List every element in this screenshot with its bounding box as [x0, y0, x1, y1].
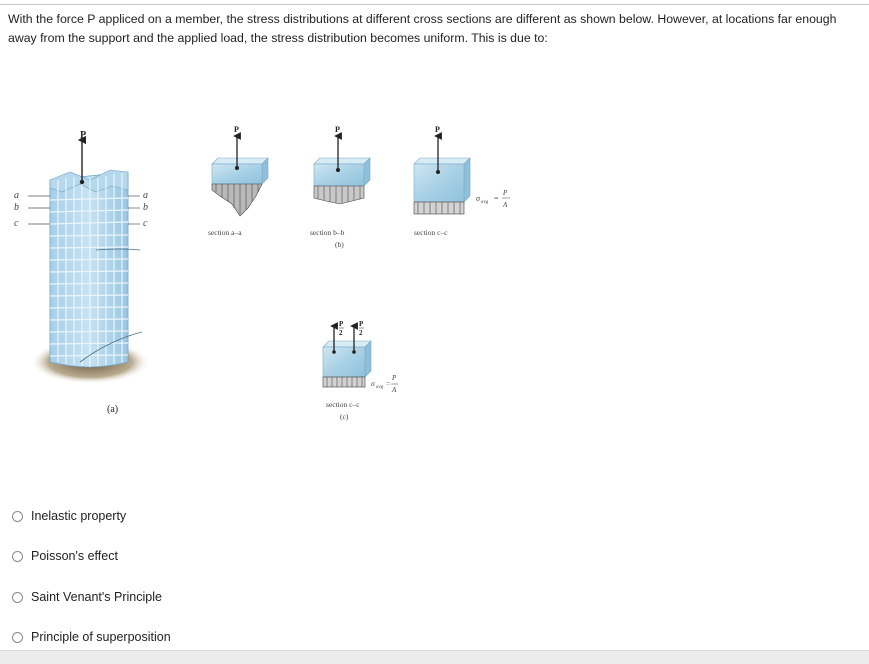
bottom-bar — [0, 650, 869, 664]
avg-stress-numerator-b: P — [503, 189, 508, 197]
half-load-denominator-right: 2 — [359, 329, 363, 337]
top-divider — [0, 4, 869, 5]
column-diagram — [28, 140, 150, 384]
caption-a: (a) — [107, 404, 119, 415]
section-b-label: section b–b — [310, 228, 345, 237]
avg-stress-equals-b: = — [494, 194, 499, 203]
caption-c: (c) — [340, 412, 349, 421]
question-text: With the force P appliced on a member, the stress distributions at different cross sections are different as shown below. However, at locations far enough away from the support and the applied load, the stress distribution becomes uniform. This is due to: — [8, 12, 837, 45]
section-mark-a-left: a — [14, 190, 19, 201]
load-label-a: P — [80, 130, 87, 141]
avg-stress-denominator-b: A — [503, 201, 508, 209]
avg-stress-symbol-c: σ — [371, 379, 375, 388]
section-c-split-label: section c–c — [326, 400, 360, 409]
avg-stress-subscript-c: avg — [376, 385, 384, 390]
half-load-numerator-left: P — [339, 320, 344, 328]
load-label-section-b: P — [335, 125, 340, 134]
radio-button[interactable] — [12, 551, 23, 562]
option-inelastic-property[interactable] — [12, 506, 126, 526]
radio-button[interactable] — [12, 511, 23, 522]
radio-button[interactable] — [12, 592, 23, 603]
stress-distribution-figure — [0, 100, 869, 440]
caption-b: (b) — [335, 240, 344, 249]
section-mark-b-right: b — [143, 202, 148, 213]
avg-stress-numerator-c: P — [392, 374, 397, 382]
load-label-section-c: P — [435, 125, 440, 134]
avg-stress-equals-c: = — [386, 379, 391, 388]
half-load-numerator-right: P — [359, 320, 364, 328]
option-label: Principle of superposition — [31, 630, 171, 644]
option-label: Inelastic property — [31, 509, 127, 523]
section-a-label: section a–a — [208, 228, 242, 237]
section-mark-c-left: c — [14, 218, 19, 229]
section-mark-a-right: a — [143, 190, 148, 201]
avg-stress-symbol-b: σ — [476, 194, 480, 203]
option-label: Poisson's effect — [31, 549, 118, 563]
option-saint-venants-principle[interactable] — [12, 587, 162, 607]
radio-button[interactable] — [12, 632, 23, 643]
section-mark-b-left: b — [14, 202, 19, 213]
option-poissons-effect[interactable] — [12, 546, 118, 566]
avg-stress-denominator-c: A — [392, 386, 397, 394]
option-principle-of-superposition[interactable] — [12, 627, 171, 647]
section-a-block — [212, 136, 268, 216]
option-label: Saint Venant's Principle — [31, 590, 162, 604]
half-load-denominator-left: 2 — [339, 329, 343, 337]
section-mark-c-right: c — [143, 218, 148, 229]
load-label-section-a: P — [234, 125, 239, 134]
avg-stress-subscript-b: avg — [481, 200, 489, 205]
section-b-block — [314, 136, 370, 204]
section-c-label: section c–c — [414, 228, 448, 237]
